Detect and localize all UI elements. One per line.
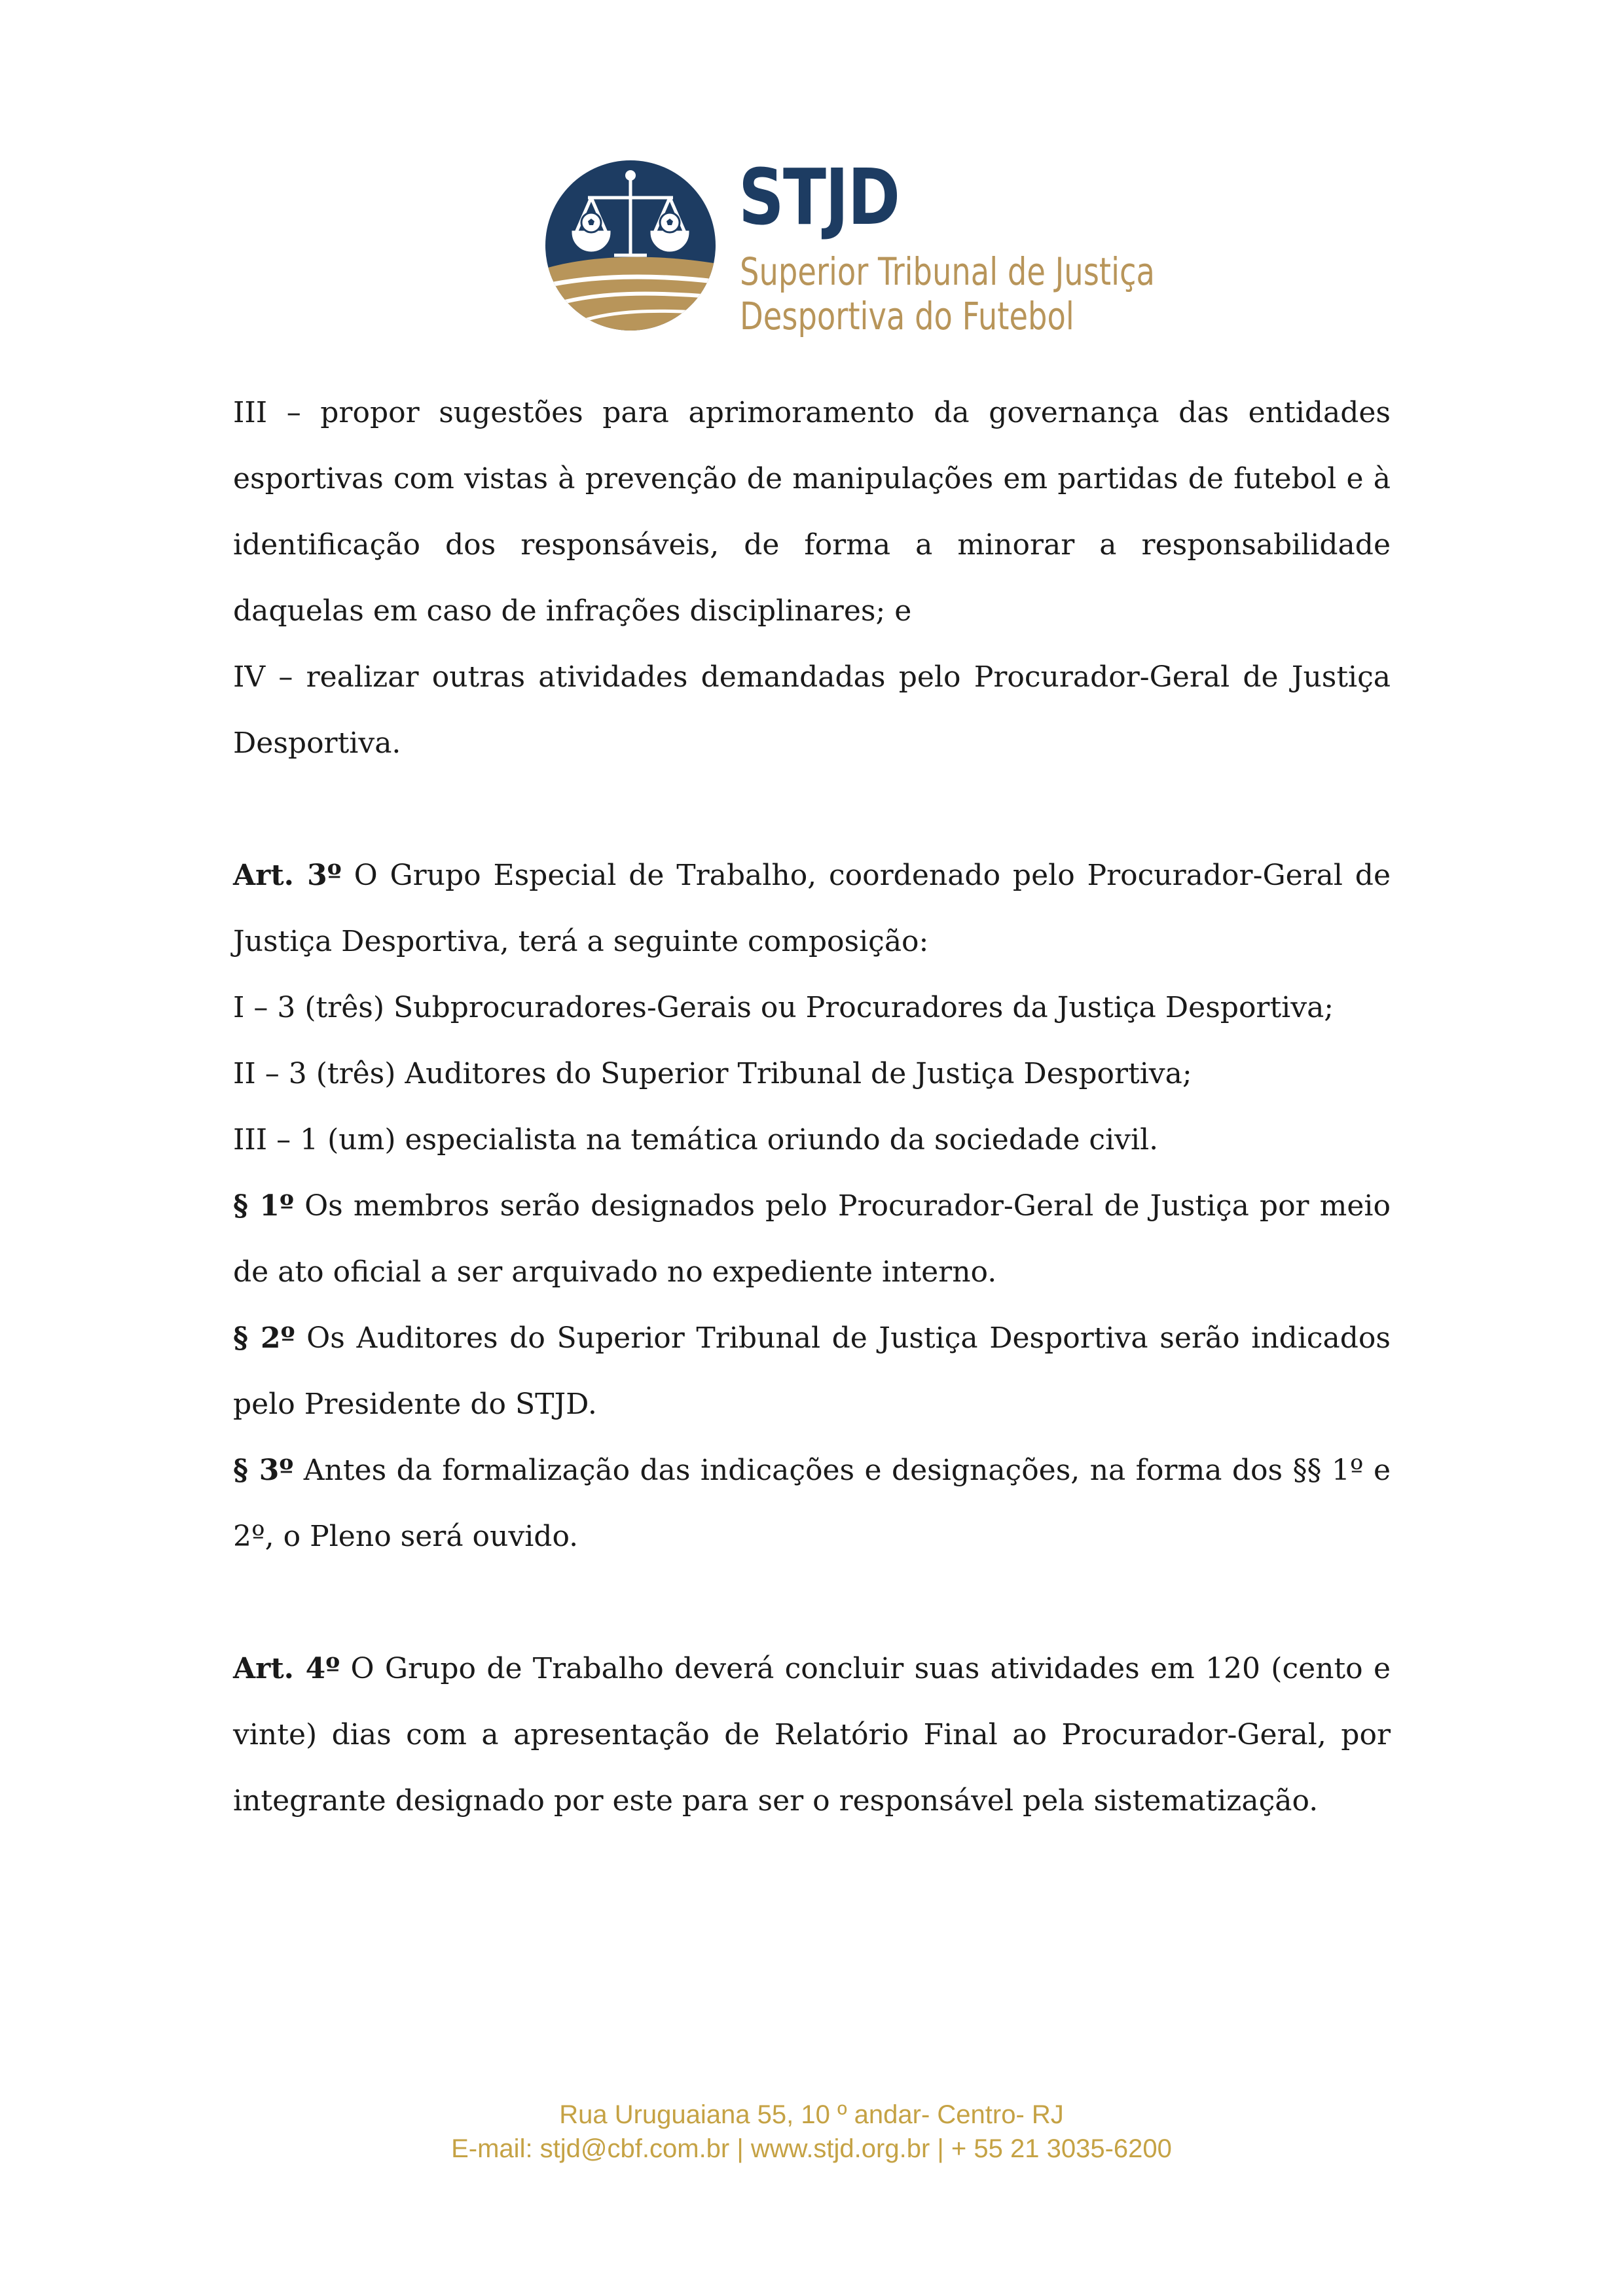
document-body [233, 380, 1391, 1834]
art3-text: O Grupo Especial de Trabalho, coordenado pelo Procurador-Geral de Justiça Desportiva, terá a seguinte composição: [233, 859, 1391, 958]
art3-paragraph-3 [233, 1437, 1391, 1570]
paragraph-1-label: § 1º [233, 1189, 295, 1223]
paragraph-2-text: Os Auditores do Superior Tribunal de Justiça Desportiva serão indicados pelo Presidente do STJD. [233, 1321, 1391, 1421]
art3-paragraph-2 [233, 1305, 1391, 1437]
art3-item-2: II – 3 (três) Auditores do Superior Tribunal de Justiça Desportiva; [233, 1057, 1192, 1090]
paragraph-3-label: § 3º [233, 1454, 294, 1487]
art4-label: Art. 4º [233, 1652, 340, 1685]
logo-acronym: STJD [739, 152, 900, 242]
art2-item-4: IV – realizar outras atividades demandadas pelo Procurador-Geral de Justiça Desportiva. [233, 660, 1391, 760]
stjd-logo [542, 151, 1155, 338]
art2-item-3: III – propor sugestões para aprimoramento da governança das entidades esportivas com vistas à prevenção de manipulações em partidas de futebol e à identificação dos responsáveis, de forma a minorar a responsabilidade daquelas em caso de infrações disciplinares; e [233, 396, 1391, 628]
paragraph-2-label: § 2º [233, 1321, 295, 1355]
footer-contact: E-mail: stjd@cbf.com.br | www.stjd.org.br | + 55 21 3035-6200 [451, 2134, 1172, 2163]
paragraph-1-text: Os membros serão designados pelo Procurador-Geral de Justiça por meio de ato oficial a ser arquivado no expediente interno. [233, 1189, 1391, 1289]
art3-caput [233, 842, 1391, 975]
art3-label: Art. 3º [233, 859, 342, 892]
logo-subtitle-line-2: Desportiva do Futebol [740, 294, 1074, 338]
paragraph-3-text: Antes da formalização das indicações e designações, na forma dos §§ 1º e 2º, o Pleno será ouvido. [233, 1454, 1391, 1553]
art3-item-1: I – 3 (três) Subprocuradores-Gerais ou Procuradores da Justiça Desportiva; [233, 991, 1334, 1024]
paragraph-gap [233, 776, 1391, 842]
scales-of-justice-football-icon [542, 157, 719, 334]
art3-paragraph-1 [233, 1173, 1391, 1305]
art4-caput [233, 1636, 1391, 1834]
logo-subtitle-line-1: Superior Tribunal de Justiça [740, 249, 1155, 294]
art4-text: O Grupo de Trabalho deverá concluir suas atividades em 120 (cento e vinte) dias com a apresentação de Relatório Final ao Procurador-Geral, por integrante designado por este para ser o responsável pela sistematização. [233, 1652, 1391, 1818]
paragraph-gap [233, 1570, 1391, 1636]
art3-item-3: III – 1 (um) especialista na temática oriundo da sociedade civil. [233, 1123, 1159, 1157]
footer-address: Rua Uruguaiana 55, 10 º andar- Centro- RJ [559, 2100, 1064, 2129]
page-footer [0, 2098, 1623, 2166]
